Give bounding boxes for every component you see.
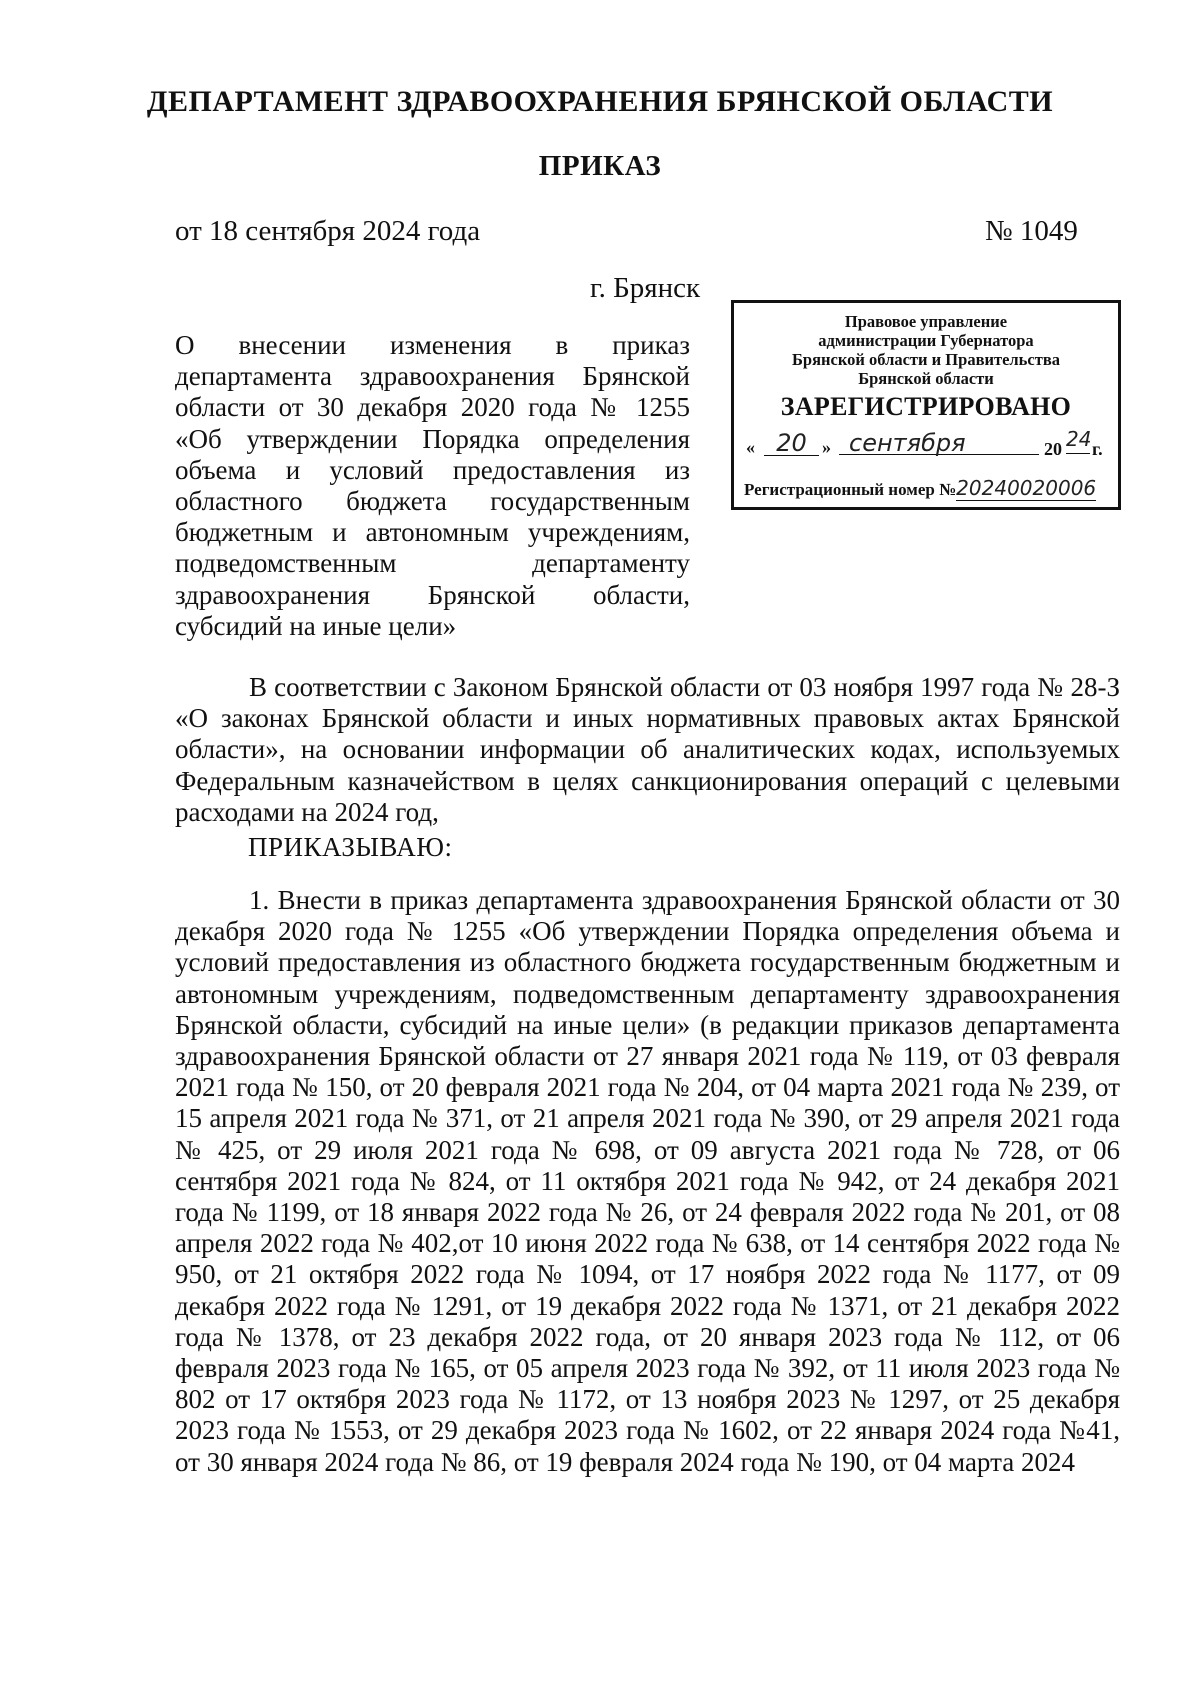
stamp-year-prefix: 20 — [1044, 439, 1062, 459]
stamp-status: ЗАРЕГИСТРИРОВАНО — [780, 392, 1072, 421]
document-type: ПРИКАЗ — [538, 150, 662, 182]
stamp-line-2: администрации Губернатора — [818, 331, 1034, 350]
registration-stamp — [731, 300, 1121, 510]
stamp-reg-row — [744, 476, 1119, 504]
order-date: от 18 сентября 2024 года — [175, 215, 481, 247]
stamp-close-quote: » — [822, 437, 831, 457]
stamp-reg-number: 20240020006 — [956, 476, 1097, 500]
stamp-open-quote: « — [746, 437, 755, 457]
department-title: ДЕПАРТАМЕНТ ЗДРАВООХРАНЕНИЯ БРЯНСКОЙ ОБЛАСТИ — [146, 85, 1054, 118]
stamp-reg-label: Регистрационный номер № — [744, 480, 957, 499]
stamp-line-4: Брянской области — [858, 369, 994, 388]
stamp-month: сентября — [839, 429, 1039, 455]
preamble-paragraph: В соответствии с Законом Брянской области от 03 ноября 1997 года № 28-З «О законах Брянской области и иных нормативных правовых актах Брянской области», на основании информации об аналитических кодах, используемых Федеральным казначейством в целях санкционирования операций с целевыми расходами на 2024 год, — [175, 672, 1120, 827]
stamp-year-suffix: 24 — [1066, 427, 1090, 454]
order-subject: О внесении изменения в приказ департамента здравоохранения Брянской области от 30 декабря 2020 года № 1255 «Об утверждении Порядка определения объема и условий предоставления из областного бюджета государственным бюджетным и автономным учреждениям, подведомственным департаменту здравоохранения Брянской области, субсидий на иные цели» — [175, 330, 690, 641]
stamp-line-1: Правовое управление — [844, 312, 1008, 331]
order-word: ПРИКАЗЫВАЮ: — [248, 832, 453, 862]
stamp-day: 20 — [764, 429, 819, 456]
order-number: № 1049 — [985, 215, 1078, 247]
stamp-year-g: г. — [1092, 439, 1103, 459]
stamp-line-3: Брянской области и Правительства — [792, 350, 1060, 369]
stamp-date — [744, 427, 1109, 465]
clause-1-paragraph: 1. Внести в приказ департамента здравоохранения Брянской области от 30 декабря 2020 года № 1255 «Об утверждении Порядка определения объема и условий предоставления из областного бюджета государственным бюджетным и автономным учреждениям, подведомственным департаменту здравоохранения Брянской области, субсидий на иные цели» (в редакции приказов департамента здравоохранения Брянской области от 27 января 2021 года № 119, от 03 февраля 2021 года № 150, от 20 февраля 2021 года № 204, от 04 марта 2021 года № 239, от 15 апреля 2021 года № 371, от 21 апреля 2021 года № 390, от 29 апреля 2021 года № 425, от 29 июля 2021 года № 698, от 09 августа 2021 года № 728, от 06 сентября 2021 года № 824, от 11 октября 2021 года № 942, от 24 декабря 2021 года № 1199, от 18 января 2022 года № 26, от 24 февраля 2022 года № 201, от 08 апреля 2022 года № 402,от 10 июня 2022 года № 638, от 14 сентября 2022 года № 950, от 21 октября 2022 года № 1094, от 17 ноября 2022 года № 1177, от 09 декабря 2022 года № 1291, от 19 декабря 2022 года № 1371, от 21 декабря 2022 года № 1378, от 23 декабря 2022 года, от 20 января 2023 года № 112, от 06 февраля 2023 года № 165, от 05 апреля 2023 года № 392, от 11 июля 2023 года № 802 от 17 октября 2023 года № 1172, от 13 ноября 2023 № 1297, от 25 декабря 2023 года № 1553, от 29 декабря 2023 года № 1602, от 22 января 2024 года №41, от 30 января 2024 года № 86, от 19 февраля 2024 года № 190, от 04 марта 2024 — [175, 885, 1120, 1477]
city: г. Брянск — [590, 272, 701, 304]
